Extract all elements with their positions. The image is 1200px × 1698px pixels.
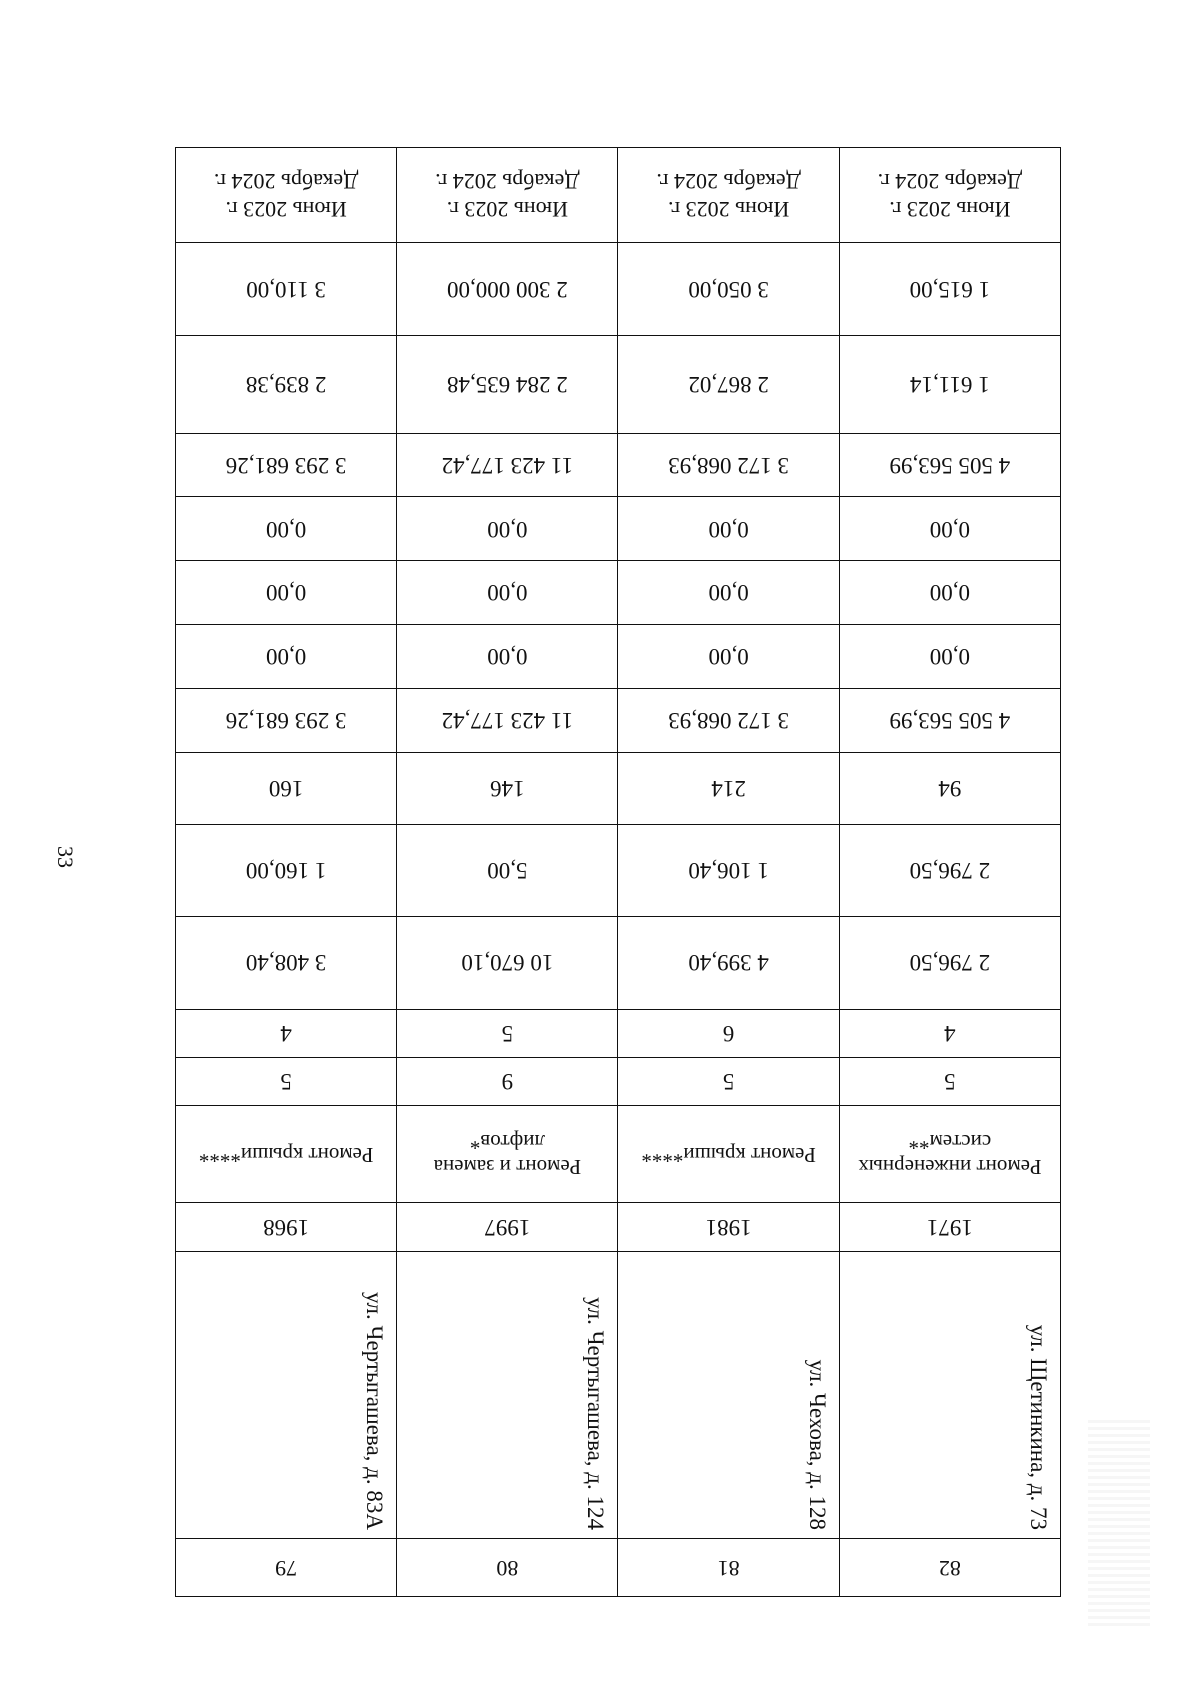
address-cell: [839, 1251, 1060, 1539]
unit-cost-cell: 2 867,02: [618, 336, 839, 433]
fund-cell: 0,00: [397, 561, 618, 625]
cost-total-cell: 3 293 681,26: [176, 688, 397, 752]
row-col-a: [176, 1058, 1061, 1106]
max-cost-cell: 3 050,00: [618, 243, 839, 336]
area-total-cell: 2 796,50: [839, 916, 1060, 1009]
fund-cell: 0,00: [176, 625, 397, 689]
period-start: Июнь 2023 г.: [225, 196, 347, 222]
period-cell: [176, 148, 397, 243]
work-type-cell: Ремонт крыши****: [618, 1105, 839, 1202]
row-unit-cost: [176, 336, 1061, 433]
page-number: 33: [53, 846, 78, 868]
house-number-cell: 79: [176, 1539, 397, 1597]
cost-total-cell: 11 423 177,42: [397, 688, 618, 752]
house-number-cell: 80: [397, 1539, 618, 1597]
work-type-cell: Ремонт инженерных систем**: [839, 1105, 1060, 1202]
residents-cell: 94: [839, 752, 1060, 825]
address-text: ул. Щетинкина, д. 73: [1026, 1325, 1051, 1531]
fund-cell: 0,00: [839, 625, 1060, 689]
fund-cell: 0,00: [618, 561, 839, 625]
fund-cell: 0,00: [397, 625, 618, 689]
address-cell: [176, 1251, 397, 1539]
area-total-cell: 4 399,40: [618, 916, 839, 1009]
year-cell: 1981: [618, 1203, 839, 1252]
fund-cell: 0,00: [618, 625, 839, 689]
scan-artifact: [1088, 1420, 1150, 1630]
address-text: ул. Чертыгашева, д. 124: [583, 1297, 609, 1531]
row-cost-total: [176, 688, 1061, 752]
capital-repair-table: [175, 147, 1061, 1597]
work-type-cell: Ремонт и замена лифтов*: [397, 1105, 618, 1202]
owners-funds-cell: 3 172 068,93: [618, 433, 839, 497]
area-total-cell: 3 408,40: [176, 916, 397, 1009]
period-start: Июнь 2023 г.: [446, 196, 568, 222]
row-period: [176, 148, 1061, 243]
row-max-cost: [176, 243, 1061, 336]
fund-cell: 0,00: [397, 497, 618, 561]
value-cell: 5: [618, 1058, 839, 1106]
row-area-living: [176, 825, 1061, 916]
row-fund-1: [176, 625, 1061, 689]
house-number-cell: 81: [618, 1539, 839, 1597]
value-cell: 5: [176, 1058, 397, 1106]
repair-program-table: [175, 147, 1061, 1597]
max-cost-cell: 2 300 000,00: [397, 243, 618, 336]
value-cell: 5: [397, 1009, 618, 1058]
year-cell: 1997: [397, 1203, 618, 1252]
value-cell: 4: [176, 1009, 397, 1058]
unit-cost-cell: 2 284 635,48: [397, 336, 618, 433]
address-text: ул. Чертыгашева, д. 83А: [362, 1292, 388, 1531]
residents-cell: 214: [618, 752, 839, 825]
work-type-cell: Ремонт крыши****: [176, 1105, 397, 1202]
address-cell: [397, 1251, 618, 1539]
area-living-cell: 5,00: [397, 825, 618, 916]
value-cell: 5: [839, 1058, 1060, 1106]
owners-funds-cell: 4 505 563,99: [839, 433, 1060, 497]
address-text: ул. Чехова, д. 128: [804, 1359, 830, 1531]
row-number: [176, 1539, 1061, 1597]
owners-funds-cell: 3 293 681,26: [176, 433, 397, 497]
period-end: Декабрь 2024 г.: [877, 169, 1023, 195]
owners-funds-cell: 11 423 177,42: [397, 433, 618, 497]
fund-cell: 0,00: [176, 561, 397, 625]
max-cost-cell: 3 110,00: [176, 243, 397, 336]
row-owners-funds: [176, 433, 1061, 497]
row-residents: [176, 752, 1061, 825]
period-end: Декабрь 2024 г.: [656, 169, 801, 195]
house-number-cell: 82: [839, 1539, 1060, 1597]
value-cell: 4: [839, 1009, 1060, 1058]
year-cell: 1968: [176, 1203, 397, 1252]
fund-cell: 0,00: [176, 497, 397, 561]
row-work-type: [176, 1105, 1061, 1202]
area-total-cell: 10 670,10: [397, 916, 618, 1009]
period-start: Июнь 2023 г.: [668, 196, 790, 222]
row-address: [176, 1251, 1061, 1539]
unit-cost-cell: 2 839,38: [176, 336, 397, 433]
cost-total-cell: 3 172 068,93: [618, 688, 839, 752]
unit-cost-cell: 1 611,14: [839, 336, 1060, 433]
area-living-cell: 2 796,50: [839, 825, 1060, 916]
period-cell: [397, 148, 618, 243]
period-end: Декабрь 2024 г.: [435, 169, 580, 195]
year-cell: 1971: [839, 1203, 1060, 1252]
area-living-cell: 1 106,40: [618, 825, 839, 916]
row-area-total: [176, 916, 1061, 1009]
row-year: [176, 1203, 1061, 1252]
period-cell: [618, 148, 839, 243]
row-fund-3: [176, 497, 1061, 561]
row-col-b: [176, 1009, 1061, 1058]
period-cell: [839, 148, 1060, 243]
cost-total-cell: 4 505 563,99: [839, 688, 1060, 752]
fund-cell: 0,00: [839, 497, 1060, 561]
residents-cell: 146: [397, 752, 618, 825]
row-fund-2: [176, 561, 1061, 625]
residents-cell: 160: [176, 752, 397, 825]
value-cell: 9: [397, 1058, 618, 1106]
period-start: Июнь 2023 г.: [889, 196, 1011, 222]
fund-cell: 0,00: [618, 497, 839, 561]
address-cell: [618, 1251, 839, 1539]
fund-cell: 0,00: [839, 561, 1060, 625]
max-cost-cell: 1 615,00: [839, 243, 1060, 336]
area-living-cell: 1 160,00: [176, 825, 397, 916]
value-cell: 6: [618, 1009, 839, 1058]
period-end: Декабрь 2024 г.: [213, 169, 359, 195]
